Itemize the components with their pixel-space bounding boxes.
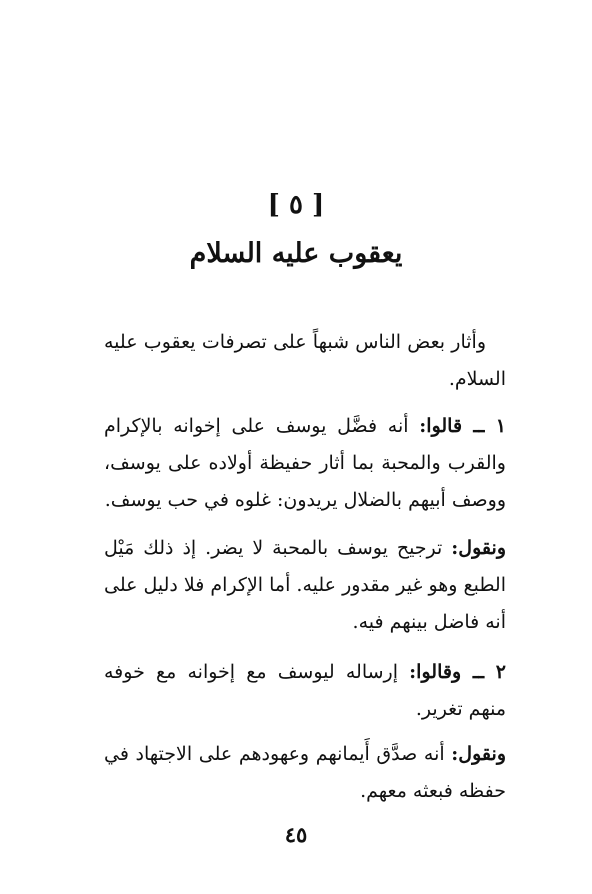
paragraph-intro-text: وأثار بعض الناس شبهاً على تصرفات يعقوب عليه السلام. [104, 331, 506, 390]
page-number: ٤٥ [284, 822, 308, 847]
chapter-title: يعقوب عليه السلام [189, 238, 403, 269]
paragraph-intro [104, 324, 506, 398]
paragraph-claim-2-text: إرساله ليوسف مع إخوانه مع خوفه منهم تغرير. [104, 661, 506, 720]
paragraph-claim-2-lead: ٢ ــ وقالوا: [409, 661, 506, 683]
paragraph-reply-1 [104, 530, 506, 641]
paragraph-claim-1-lead: ١ ــ قالوا: [419, 415, 506, 437]
paragraph-claim-1-text: أنه فضَّل يوسف على إخوانه بالإكرام والقرب والمحبة بما أثار حفيظة أولاده على يوسف، ووصف أبيهم بالضلال يريدون: غلوه في حب يوسف. [104, 415, 506, 511]
paragraph-claim-2 [104, 654, 506, 728]
paragraph-reply-1-lead: ونقول: [451, 537, 506, 559]
paragraph-reply-2-lead: ونقول: [451, 743, 506, 765]
paragraph-reply-1-text: ترجيح يوسف بالمحبة لا يضر. إذ ذلك مَيْل الطبع وهو غير مقدور عليه. أما الإكرام فلا دليل على أنه فاضل بينهم فيه. [104, 537, 506, 633]
chapter-number: [ ٥ ] [267, 190, 325, 220]
paragraph-reply-2 [104, 736, 506, 810]
paragraph-claim-1 [104, 408, 506, 519]
paragraph-reply-2-text: أنه صدَّق أَيمانهم وعهودهم على الاجتهاد في حفظه فبعثه معهم. [104, 743, 506, 802]
